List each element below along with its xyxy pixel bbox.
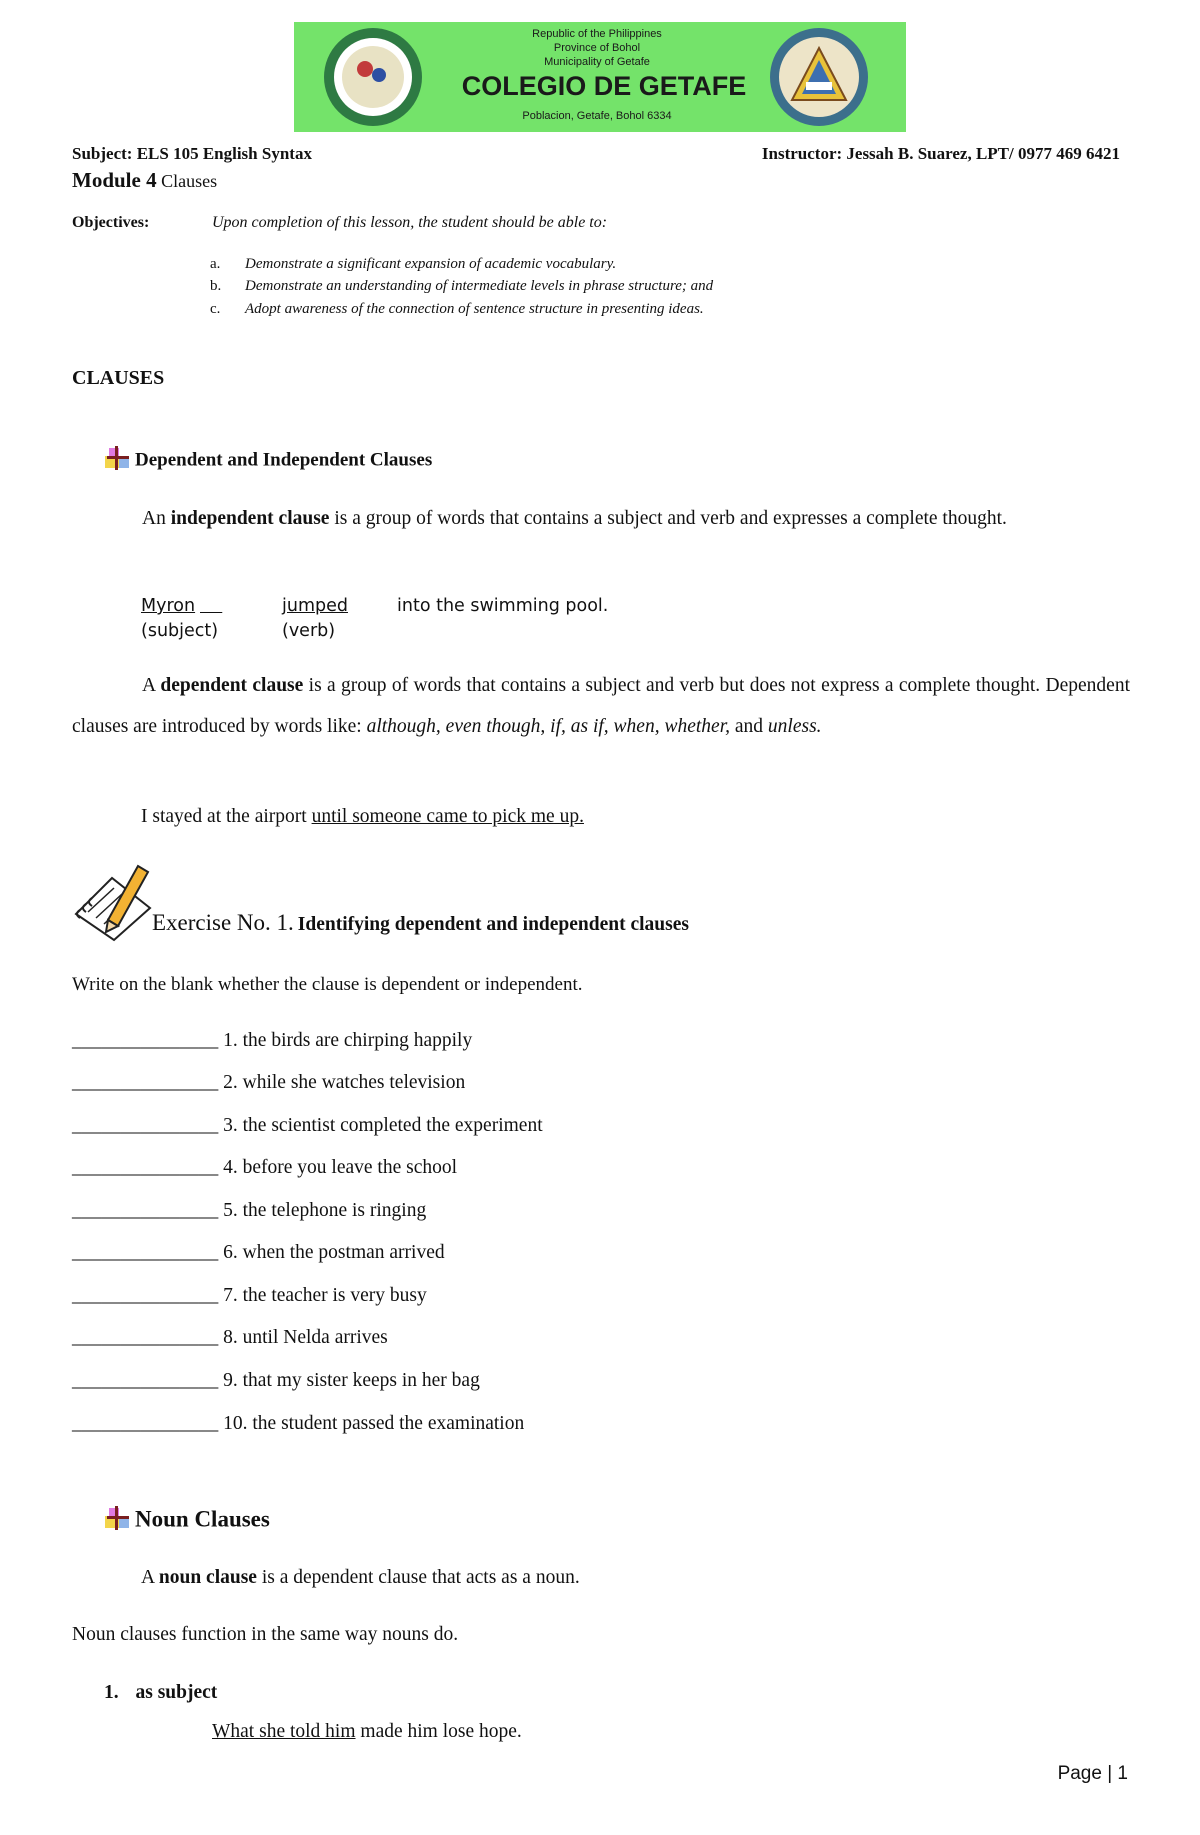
dependent-clause-example [141,806,584,828]
independent-clause-definition [72,498,1130,539]
list-label: as subject [135,1682,218,1703]
as-subject-example [212,1721,522,1743]
objective-item [210,301,704,318]
section-heading-text: Dependent and Independent Clauses [135,449,433,471]
module-number: Module 4 [72,168,157,192]
text: and [730,716,768,737]
page-title: CLAUSES [72,367,165,389]
objective-letter: b. [210,278,222,294]
example-subject-label: (subject) [141,621,219,641]
text: is a group of words that contains a subject and verb but does not express a complete thought. Dependent clauses are introduced by words like: [72,675,1130,737]
text: is a group of words that contains a subject and verb and expresses a complete thought. [329,508,1007,529]
pencil-notepad-icon [68,862,158,947]
exercise-item: _______________ 10. the student passed the examination [72,1413,525,1434]
objective-item [210,256,617,273]
text: A [142,675,161,696]
term-noun-clause: noun clause [158,1567,257,1588]
school-seal-logo [770,28,868,126]
dependent-clause-definition [72,665,1130,747]
section-heading-noun-clauses [105,1506,270,1536]
text: An [142,508,171,529]
exercise-item: _______________ 2. while she watches television [72,1072,466,1093]
school-banner [294,22,906,132]
example-verb-label: (verb) [282,621,336,641]
exercise-number: Exercise No. 1. [152,910,294,935]
municipal-seal-logo [324,28,422,126]
objectives-label: Objectives: [72,214,150,231]
objective-text: Adopt awareness of the connection of sentence structure in presenting ideas. [245,301,704,317]
objective-item [210,278,714,295]
objective-text: Demonstrate an understanding of intermediate levels in phrase structure; and [245,278,714,294]
list-number: 1. [104,1682,119,1703]
exercise-item: _______________ 7. the teacher is very busy [72,1285,427,1306]
example-verb: jumped [282,596,348,616]
underlined-clause: What she told him [212,1721,356,1742]
subject-label: Subject: ELS 105 English Syntax [72,144,312,163]
objective-text: Demonstrate a significant expansion of academic vocabulary. [245,256,617,272]
noun-clause-definition [141,1567,580,1589]
bullet-plus-icon [105,1506,131,1536]
instructor-label: Instructor: Jessah B. Suarez, LPT/ 0977 469 6421 [761,144,1120,163]
school-name: COLEGIO DE GETAFE [461,71,747,101]
text: A [141,1567,159,1588]
noun-clause-function: Noun clauses function in the same way nouns do. [72,1624,459,1645]
objective-letter: c. [210,301,221,317]
subordinators: although, even though, if, as if, when, whether, [366,716,731,737]
objective-letter: a. [210,256,221,272]
term-dependent-clause: dependent clause [160,675,304,696]
objectives-intro: Upon completion of this lesson, the student should be able to: [212,214,608,231]
subordinator-unless: unless. [767,716,822,737]
exercise-instruction: Write on the blank whether the clause is dependent or independent. [72,974,583,995]
example-rest: into the swimming pool. [397,596,609,616]
banner-republic: Republic of the Philippines [532,28,662,40]
exercise-item: _______________ 4. before you leave the school [72,1157,458,1178]
text: is a dependent clause that acts as a noun. [256,1567,580,1588]
bullet-plus-icon [105,446,131,476]
page-number: Page | 1 [1057,1763,1128,1784]
term-independent-clause: independent clause [170,508,330,529]
underlined-clause: until someone came to pick me up. [311,806,584,827]
exercise-heading [152,910,689,936]
exercise-item: _______________ 8. until Nelda arrives [72,1327,388,1348]
school-address: Poblacion, Getafe, Bohol 6334 [522,110,672,122]
exercise-item: _______________ 3. the scientist completed the experiment [72,1115,543,1136]
exercise-item: _______________ 9. that my sister keeps in her bag [72,1370,480,1391]
section-heading-text: Noun Clauses [135,1506,270,1532]
text: I stayed at the airport [141,806,312,827]
exercise-title: Identifying dependent and independent clauses [297,914,689,935]
section-heading-dependent-independent [105,446,432,476]
text: made him lose hope. [355,1721,522,1742]
exercise-item: _______________ 6. when the postman arrived [72,1242,445,1263]
module-heading [72,168,217,193]
exercise-item: _______________ 1. the birds are chirping happily [72,1030,473,1051]
module-title: Clauses [161,171,218,191]
example-subject: Myron [141,596,196,616]
list-item-as-subject [104,1682,217,1704]
banner-municipality: Municipality of Getafe [544,56,650,68]
exercise-item: _______________ 5. the telephone is ringing [72,1200,427,1221]
banner-province: Province of Bohol [553,42,641,54]
